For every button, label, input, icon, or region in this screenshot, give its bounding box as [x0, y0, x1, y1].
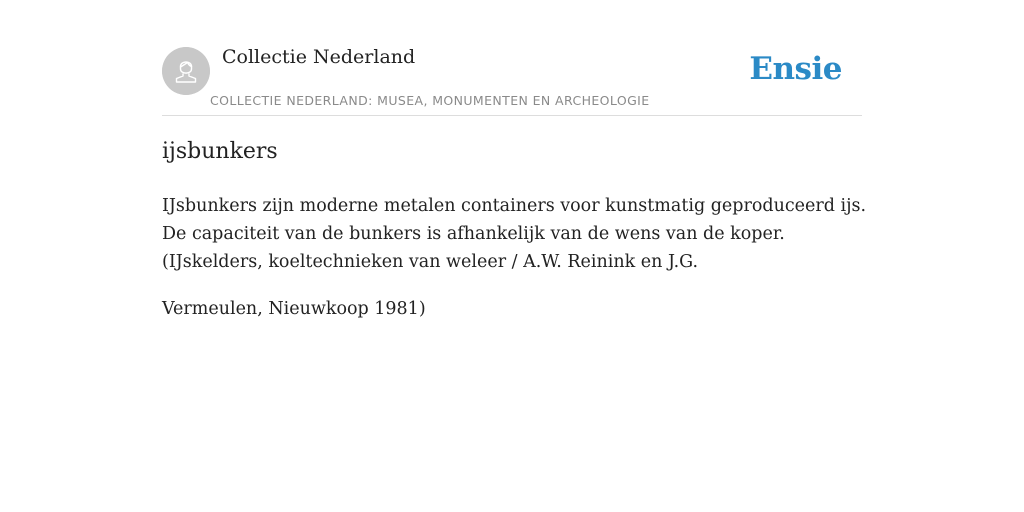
avatar[interactable]	[162, 47, 210, 95]
article-body	[162, 192, 867, 342]
source-label[interactable]: COLLECTIE NEDERLAND: MUSEA, MONUMENTEN EN ARCHEOLOGIE	[210, 93, 650, 108]
article-paragraph: IJsbunkers zijn moderne metalen containers voor kunstmatig geproduceerd ijs. De capaciteit van de bunkers is afhankelijk van de wens van de koper. (IJskelders, koeltechnieken van weleer / A.W. Reinink en J.G.	[162, 196, 867, 272]
article-paragraph: Vermeulen, Nieuwkoop 1981)	[162, 299, 426, 319]
page-title: ijsbunkers	[162, 139, 278, 164]
header	[162, 40, 862, 116]
author-name[interactable]: Collectie Nederland	[222, 46, 416, 68]
user-avatar-icon	[162, 47, 210, 95]
ensie-logo[interactable]: Ensie	[749, 51, 842, 87]
